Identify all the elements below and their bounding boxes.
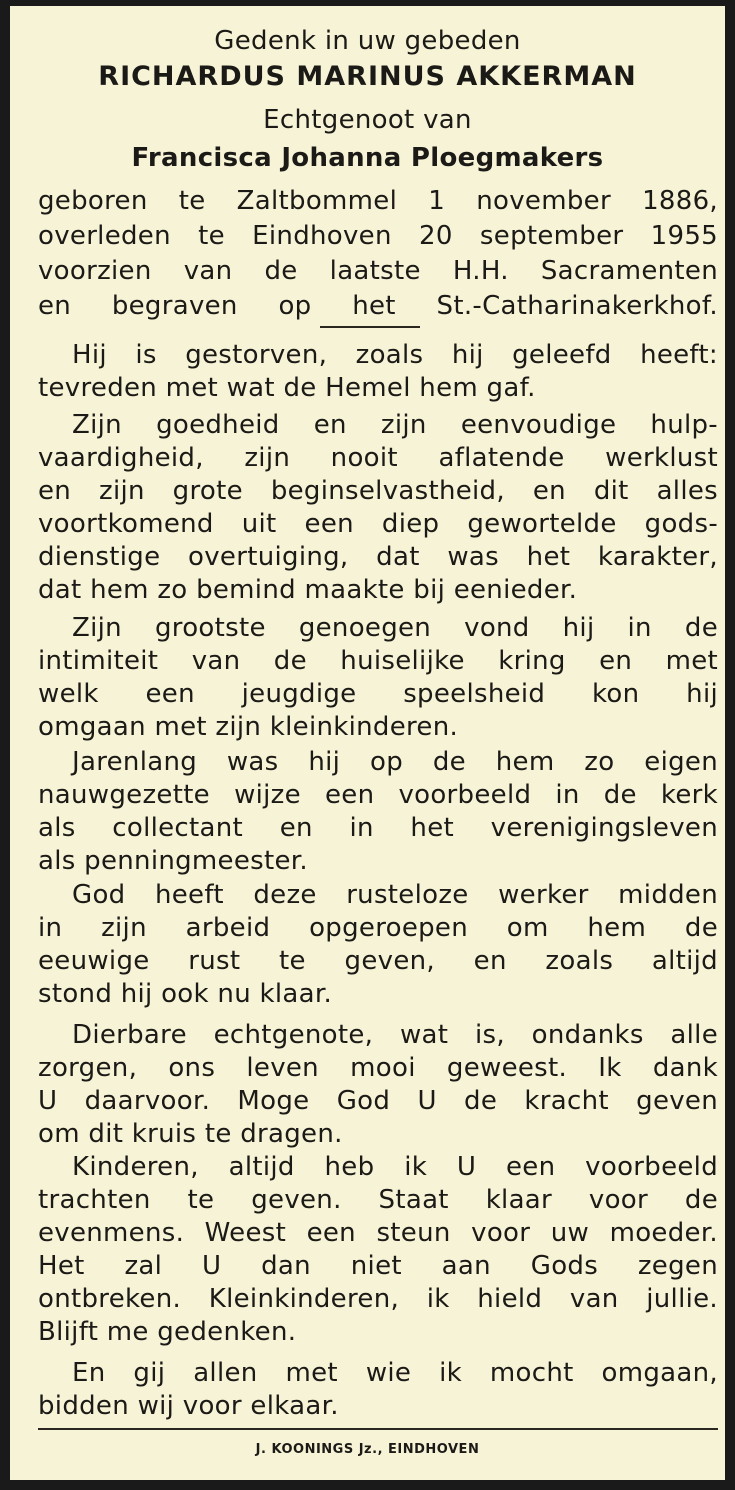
text-line: zorgen, ons leven mooi geweest. Ik dank bbox=[38, 1053, 718, 1083]
text-line: dienstige overtuiging, dat was het karakter, bbox=[38, 542, 718, 572]
text-line: evenmens. Weest een steun voor uw moeder. bbox=[38, 1218, 718, 1248]
text-line: God heeft deze rusteloze werker midden bbox=[72, 880, 718, 910]
text-line: als collectant en in het verenigingsleven bbox=[38, 813, 718, 843]
bottom-divider bbox=[38, 1428, 718, 1430]
text-line: bidden wij voor elkaar. bbox=[38, 1391, 339, 1421]
text-line: Blijft me gedenken. bbox=[38, 1317, 297, 1347]
text-line: en zijn grote beginselvastheid, en dit alles bbox=[38, 476, 718, 506]
detail-line: en begraven op het St.-Catharinakerkhof. bbox=[38, 291, 718, 321]
text-line: Het zal U dan niet aan Gods zegen bbox=[38, 1251, 718, 1281]
text-line: voortkomend uit een diep gewortelde gods- bbox=[38, 509, 718, 539]
deceased-name: RICHARDUS MARINUS AKKERMAN bbox=[98, 61, 637, 92]
text-line: En gij allen met wie ik mocht omgaan, bbox=[72, 1358, 718, 1388]
text-line: Dierbare echtgenote, wat is, ondanks alle bbox=[72, 1020, 718, 1050]
detail-line: geboren te Zaltbommel 1 november 1886, bbox=[38, 186, 718, 216]
text-line: als penningmeester. bbox=[38, 846, 308, 876]
text-line: ontbreken. Kleinkinderen, ik hield van jullie. bbox=[38, 1284, 718, 1314]
printer-credit: J. KOONINGS Jz., EINDHOVEN bbox=[255, 1442, 480, 1457]
short-divider bbox=[320, 326, 420, 328]
heading-prayer: Gedenk in uw gebeden bbox=[214, 26, 521, 56]
text-line: tevreden met wat de Hemel hem gaf. bbox=[38, 373, 536, 403]
text-line: U daarvoor. Moge God U de kracht geven bbox=[38, 1086, 718, 1116]
text-line: omgaan met zijn kleinkinderen. bbox=[38, 712, 459, 742]
text-line: intimiteit van de huiselijke kring en met bbox=[38, 646, 718, 676]
detail-line: overleden te Eindhoven 20 september 1955 bbox=[38, 221, 718, 251]
text-line: eeuwige rust te geven, en zoals altijd bbox=[38, 946, 718, 976]
detail-line: voorzien van de laatste H.H. Sacramenten bbox=[38, 256, 718, 286]
text-line: Kinderen, altijd heb ik U een voorbeeld bbox=[72, 1152, 718, 1182]
text-line: vaardigheid, zijn nooit aflatende werklust bbox=[38, 443, 718, 473]
text-line: nauwgezette wijze een voorbeeld in de kerk bbox=[38, 780, 718, 810]
spouse-name: Francisca Johanna Ploegmakers bbox=[131, 143, 604, 173]
text-line: trachten te geven. Staat klaar voor de bbox=[38, 1185, 718, 1215]
text-line: in zijn arbeid opgeroepen om hem de bbox=[38, 913, 718, 943]
text-line: Jarenlang was hij op de hem zo eigen bbox=[72, 747, 718, 777]
spouse-intro: Echtgenoot van bbox=[263, 105, 472, 135]
text-line: stond hij ook nu klaar. bbox=[38, 979, 333, 1009]
text-line: dat hem zo bemind maakte bij eenieder. bbox=[38, 575, 578, 605]
text-line: Zijn goedheid en zijn eenvoudige hulp- bbox=[72, 410, 718, 440]
text-line: welk een jeugdige speelsheid kon hij bbox=[38, 679, 718, 709]
text-line: om dit kruis te dragen. bbox=[38, 1119, 343, 1149]
text-line: Zijn grootste genoegen vond hij in de bbox=[72, 613, 718, 643]
text-line: Hij is gestorven, zoals hij geleefd heeft: bbox=[72, 340, 718, 370]
